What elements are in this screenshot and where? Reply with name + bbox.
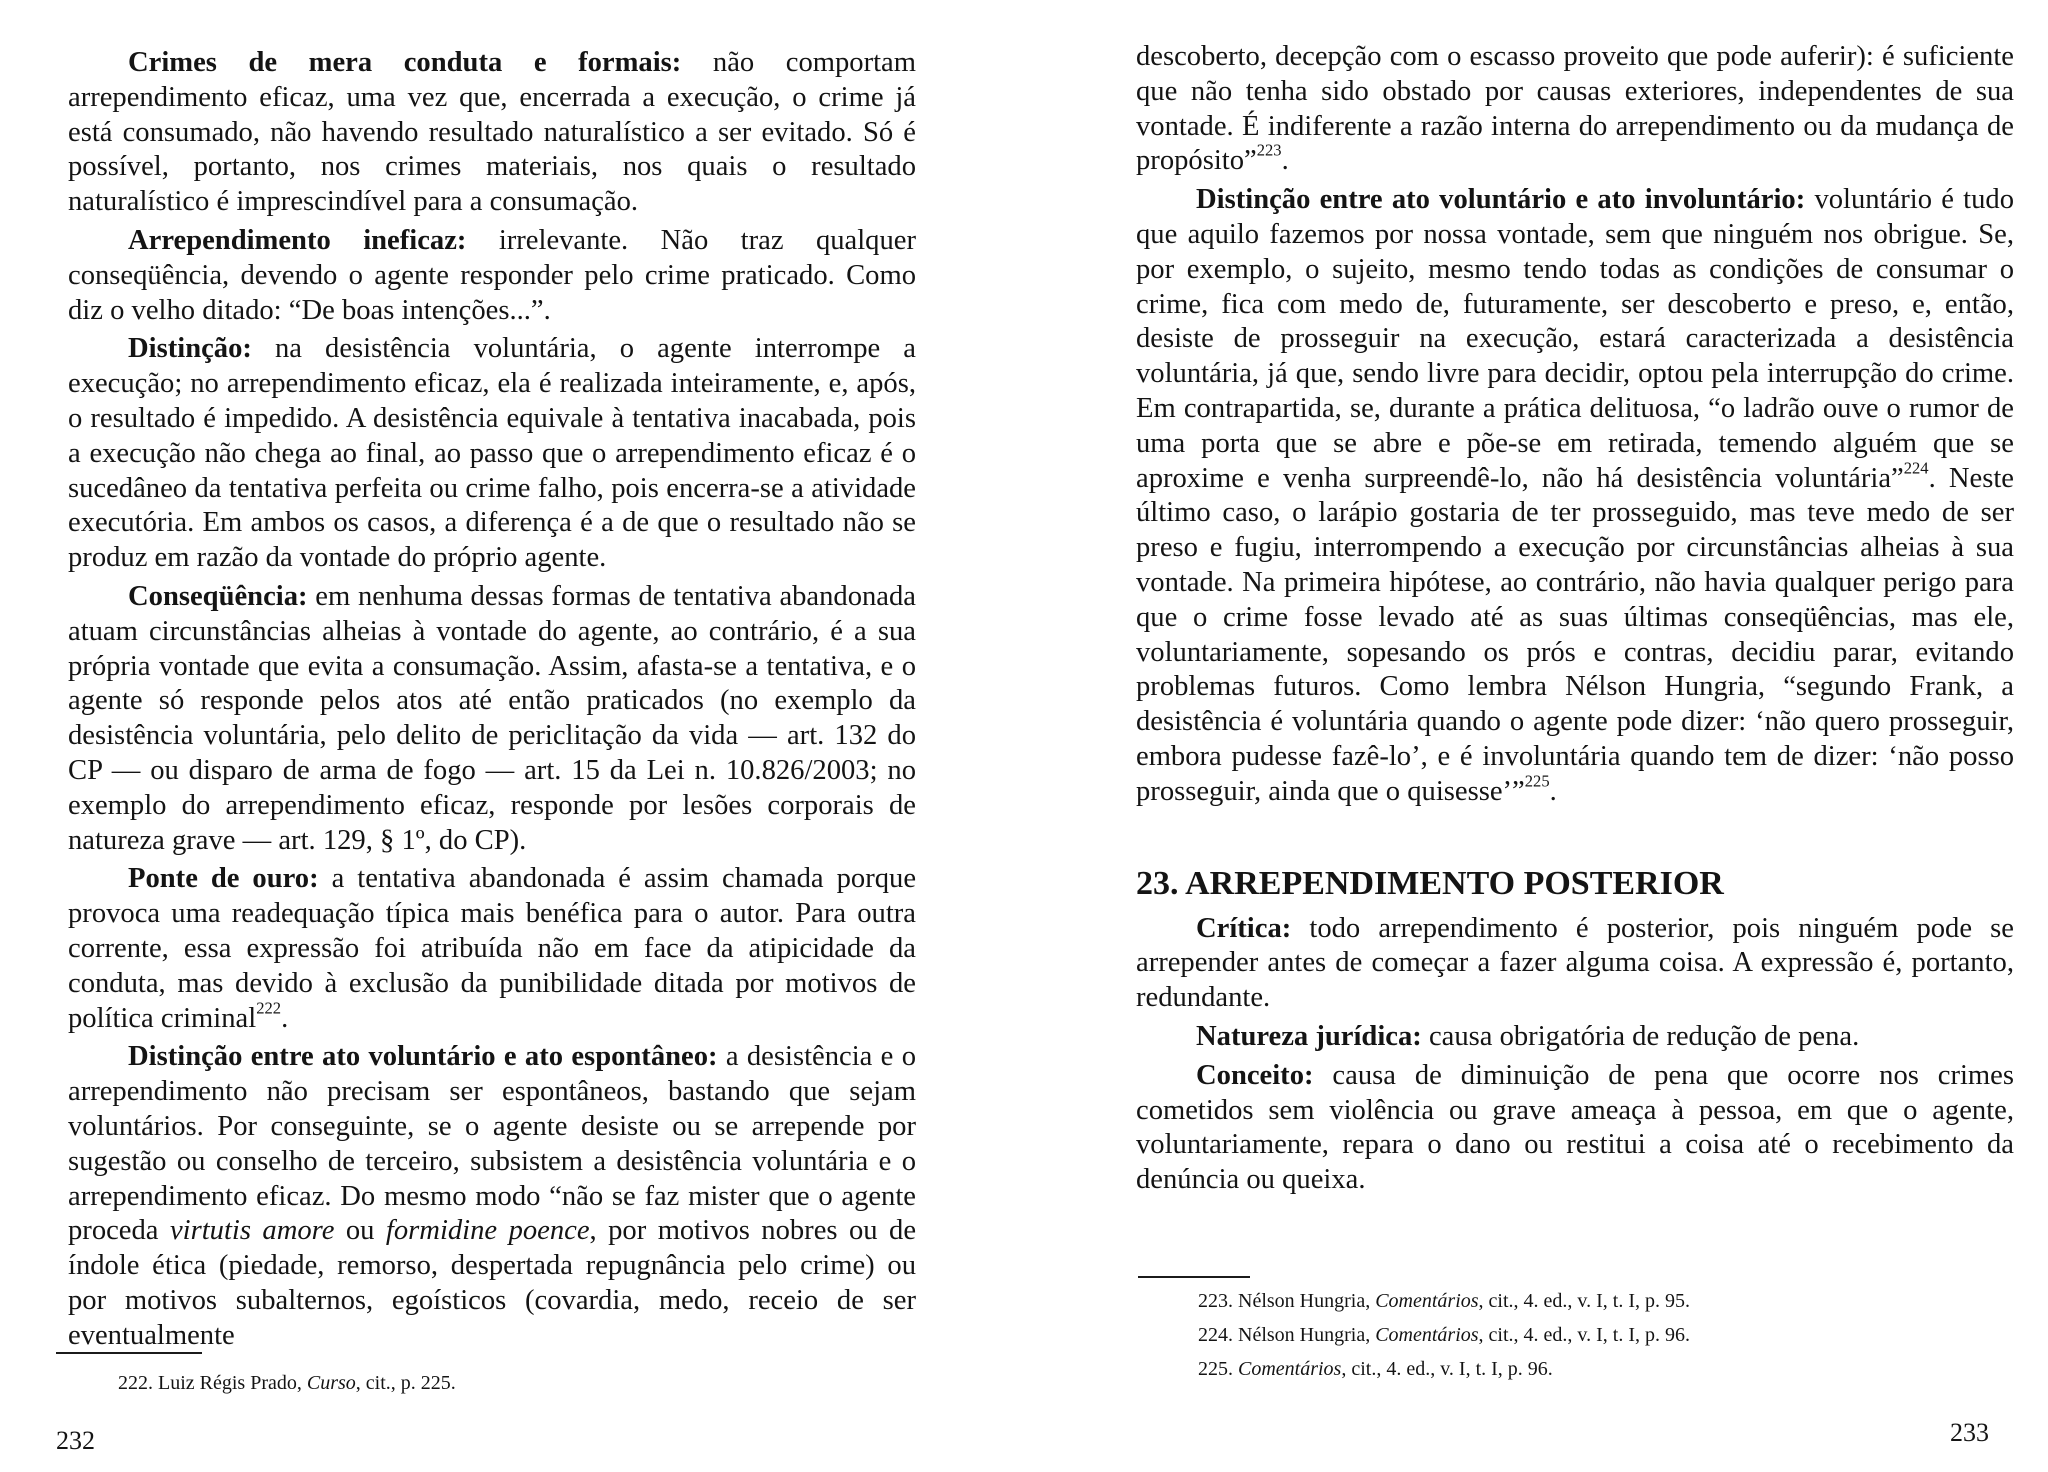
paragraph-lead-term: Crítica:: [1196, 912, 1292, 944]
text-segment: em nenhuma dessas formas de tentativa abandonada atuam circunstâncias alheias à vontade do agente, ao contrário, é a sua própria vontade que evita a consumação. Assim, afasta-se a tentativa, e o agente só responde pelos atos até então praticados (no exemplo da desistência voluntária, pelo delito de periclitação da vida — art. 132 do CP — ou disparo de arma de fogo — art. 15 da Lei n. 10.826/2003; no exemplo do arrependimento eficaz, responde por lesões corporais de natureza grave — art. 129, § 1º, do CP).: [68, 580, 916, 856]
paragraph-conceito: [1136, 1059, 2014, 1198]
italic-term: virtutis amore: [169, 1215, 335, 1247]
italic-term: Comentários: [1375, 1324, 1479, 1346]
text-segment: , cit., 4. ed., v. I, t. I, p. 96.: [1478, 1324, 1690, 1346]
text-segment: voluntário é tudo que aquilo fazemos por nossa vontade, sem que ninguém nos obrigue. Se, por exemplo, o sujeito, mesmo tendo todas as condições de consumar o crime, fica com medo de, futuramente, ser descoberto e preso, e, então, desiste de prosseguir na execução, estará caracterizada a desistência voluntária, já que, sendo livre para decidir, optou pela interrupção do crime. Em contrapartida, se, durante a prática delituosa, “o ladrão ouve o rumor de uma porta que se abre e põe-se em retirada, temendo alguém que se aproxime e venha surpreendê-lo, não há desistência voluntária”: [1136, 184, 2014, 494]
text-segment: , cit., 4. ed., v. I, t. I, p. 95.: [1478, 1290, 1690, 1312]
text-segment: , cit., 4. ed., v. I, t. I, p. 96.: [1341, 1358, 1553, 1380]
footnote-divider: [56, 1352, 202, 1354]
footnotes-left: [118, 1366, 456, 1400]
footnote-225: [1198, 1352, 1690, 1386]
text-segment: a desistência e o arrependimento não precisam ser espontâneos, bastando que sejam voluntários. Por conseguinte, se o agente desiste ou se arrepende por sugestão ou conselho de terceiro, subsistem a desistência voluntária e o arrependimento eficaz. Do mesmo modo “não se faz mister que o agente proceda: [68, 1041, 916, 1247]
paragraph-distincao: [68, 332, 916, 576]
footnote-divider: [1138, 1276, 1250, 1278]
text-segment: , por motivos nobres ou de índole ética (piedade, remorso, despertada repugnância pelo crime) ou por motivos subalternos, egoísticos (covardia, medo, receio de ser eventualmente: [68, 1215, 917, 1351]
paragraph-lead-term: Distinção:: [128, 333, 252, 365]
paragraph-lead-term: Distinção entre ato voluntário e ato involuntário:: [1196, 184, 1806, 216]
paragraph-lead-term: Crimes de mera conduta e formais:: [128, 47, 682, 78]
paragraph-lead-term: Conceito:: [1196, 1059, 1314, 1091]
paragraph-continuation: [1136, 40, 2014, 179]
right-page-body: [1136, 40, 2014, 1202]
paragraph-ato-voluntario-espontaneo: [68, 1040, 916, 1353]
paragraph-ponte-de-ouro: [68, 862, 916, 1036]
footnote-222: [118, 1366, 456, 1400]
left-page-body: [68, 46, 916, 1357]
text-segment: todo arrependimento é posterior, pois ninguém pode se arrepender antes de começar a fazer alguma coisa. A expressão é, portanto, redundante.: [1136, 912, 2014, 1014]
footnote-ref: 225: [1524, 771, 1550, 791]
paragraph-natureza-juridica: [1136, 1020, 2014, 1055]
italic-term: Comentários: [1238, 1358, 1342, 1380]
text-segment: .: [1281, 145, 1289, 177]
paragraph-lead-term: Arrependimento ineficaz:: [128, 224, 467, 256]
footnote-ref: 223: [1256, 141, 1282, 161]
footnotes-right: [1198, 1284, 1690, 1386]
text-segment: .: [281, 1002, 289, 1034]
paragraph-crimes-mera-conduta: [68, 46, 916, 220]
paragraph-arrependimento-ineficaz: [68, 224, 916, 328]
text-segment: não comportam arrependimento eficaz, uma vez que, encerrada a execução, o crime já está consumado, não havendo resultado naturalístico a ser evitado. Só é possível, portanto, nos crimes materiais, nos quais o resultado naturalístico é imprescindível para a consumação.: [68, 47, 916, 218]
text-segment: causa de diminuição de pena que ocorre nos crimes cometidos sem violência ou grave ameaça à pessoa, em que o agente, voluntariamente, repara o dano ou restitui a coisa até o recebimento da denúncia ou queixa.: [1136, 1059, 2014, 1196]
text-segment: causa obrigatória de redução de pena.: [1421, 1020, 1860, 1052]
text-segment: 225.: [1198, 1358, 1238, 1380]
text-segment: , cit., p. 225.: [355, 1372, 456, 1394]
paragraph-lead-term: Distinção entre ato voluntário e ato espontâneo:: [128, 1041, 718, 1073]
text-segment: a tentativa abandonada é assim chamada porque provoca uma readequação típica mais benéfica para o autor. Para outra corrente, essa expressão foi atribuída não em face da atipicidade da conduta, mas devido à exclusão da punibilidade ditada por motivos de política criminal: [68, 863, 917, 1034]
paragraph-lead-term: Conseqüência:: [128, 580, 308, 612]
text-segment: na desistência voluntária, o agente interrompe a execução; no arrependimento eficaz, ela é realizada inteiramente, e, após, o resultado é impedido. A desistência equivale à tentativa inacabada, pois a execução não chega ao final, ao passo que o arrependimento eficaz é o sucedâneo da tentativa perfeita ou crime falho, pois encerra-se a atividade executória. Em ambos os casos, a diferença é a de que o resultado não se produz em razão da vontade do próprio agente.: [68, 333, 916, 574]
text-segment: 224. Nélson Hungria,: [1198, 1324, 1376, 1346]
italic-term: formidine poence: [385, 1215, 590, 1247]
footnote-224: [1198, 1318, 1690, 1352]
text-segment: 223. Nélson Hungria,: [1198, 1290, 1376, 1312]
page-number-left: 232: [56, 1426, 95, 1455]
text-segment: 222. Luiz Régis Prado,: [118, 1372, 307, 1394]
page-number-right: 233: [1950, 1418, 1989, 1447]
footnote-ref: 224: [1903, 458, 1929, 478]
footnote-223: [1198, 1284, 1690, 1318]
text-segment: ou: [334, 1215, 386, 1247]
text-segment: .: [1549, 775, 1557, 807]
italic-term: Curso: [306, 1372, 356, 1394]
footnote-ref: 222: [256, 998, 282, 1018]
text-segment: descoberto, decepção com o escasso proveito que pode auferir): é suficiente que não tenha sido obstado por causas exteriores, independentes de sua vontade. É indiferente a razão interna do arrependimento ou da mudança de propósito”: [1136, 41, 2014, 177]
section-heading: 23. ARREPENDIMENTO POSTERIOR: [1136, 864, 1724, 902]
paragraph-lead-term: Ponte de ouro:: [128, 863, 319, 895]
paragraph-ato-voluntario-involuntario: [1136, 183, 2014, 809]
italic-term: Comentários: [1375, 1290, 1479, 1312]
paragraph-consequencia: [68, 580, 916, 858]
paragraph-critica: [1136, 912, 2014, 1016]
right-page: [1024, 0, 2048, 1472]
text-segment: irrelevante. Não traz qualquer conseqüência, devendo o agente responder pelo crime praticado. Como diz o velho ditado: “De boas intenções...”.: [68, 224, 916, 326]
text-segment: . Neste último caso, o larápio gostaria de ter prosseguido, mas teve medo de ser preso e fugiu, interrompendo a execução por circunstâncias alheias à sua vontade. Na primeira hipótese, ao contrário, não havia qualquer perigo para que o crime fosse levado até as suas últimas conseqüências, mas ele, voluntariamente, sopesando os prós e contras, decidiu parar, evitando problemas futuros. Como lembra Nélson Hungria, “segundo Frank, a desistência é voluntária quando o agente pode dizer: ‘não quero prosseguir, embora pudesse fazê-lo’, e é involuntária quando tem de dizer: ‘não posso prosseguir, ainda que o quisesse’”: [1136, 462, 2015, 807]
paragraph-lead-term: Natureza jurídica:: [1196, 1020, 1422, 1052]
